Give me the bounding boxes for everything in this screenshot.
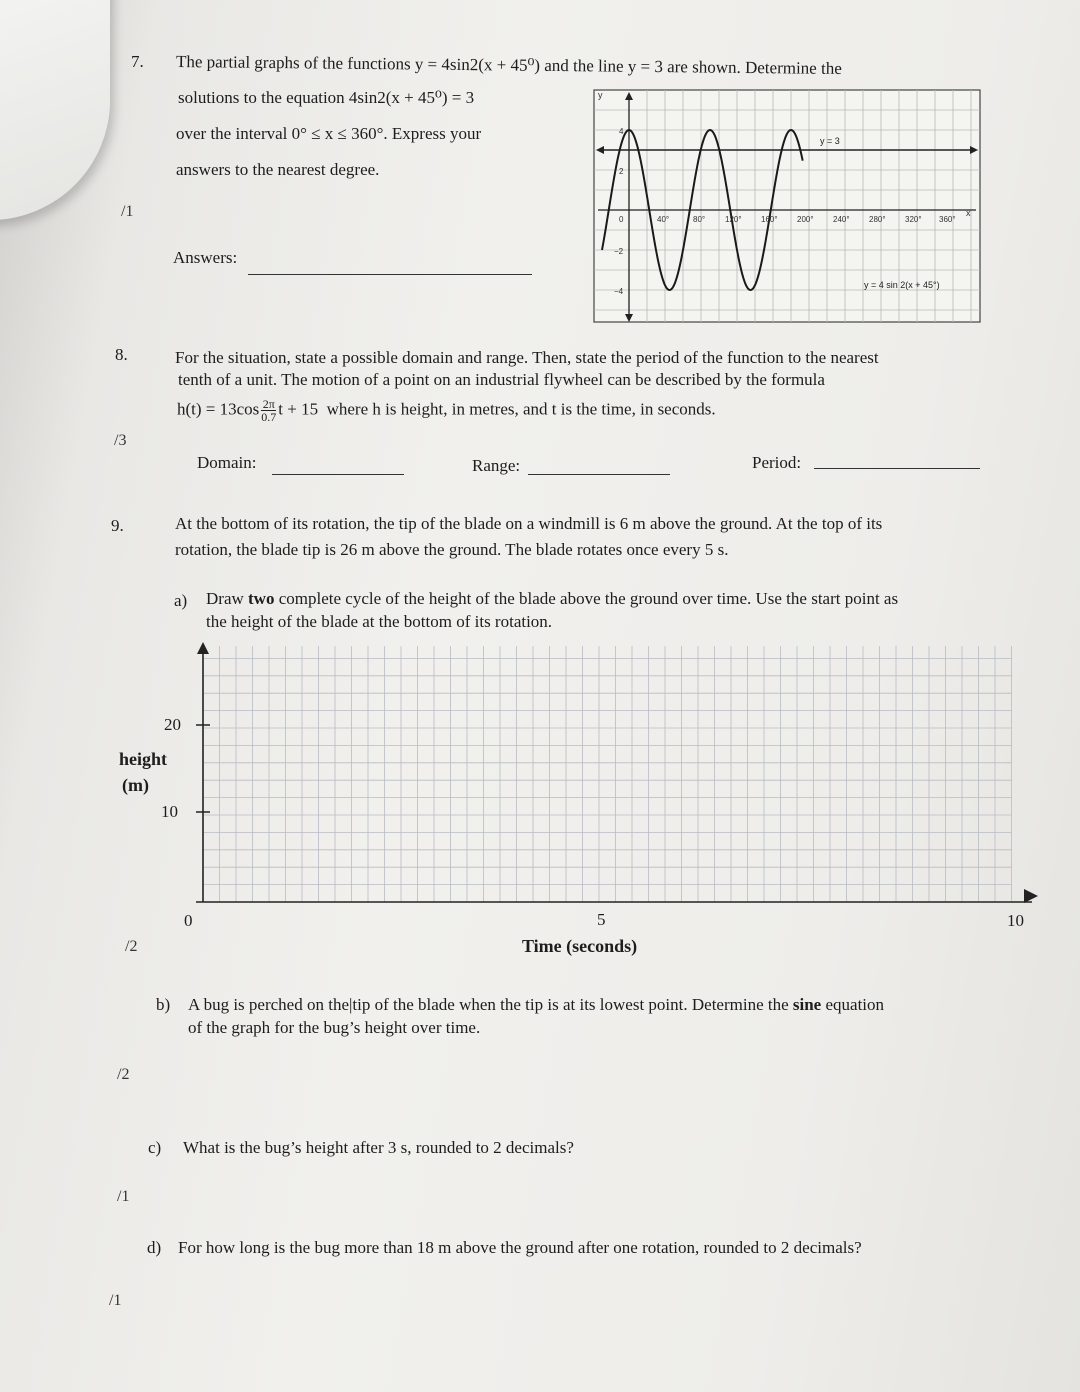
q7-x-tick: 160°	[761, 215, 778, 224]
q9a-text-post: complete cycle of the height of the blade above the ground over time. Use the start point as	[274, 589, 899, 608]
q9-x-tick-10: 10	[1007, 911, 1024, 930]
q8-fraction-denominator: 0.7	[261, 410, 277, 424]
q7-x-axis-label: x	[966, 208, 971, 218]
q7-y-tick-neg4: −4	[614, 287, 624, 296]
q9b-text-line2: of the graph for the bug’s height over time.	[188, 1018, 481, 1037]
q9-y-tick-20: 20	[164, 715, 181, 734]
q9d-marks: /1	[109, 1292, 122, 1309]
q8-formula-left: h(t) = 13cos	[177, 399, 260, 419]
q9b-text-post: equation	[821, 995, 885, 1014]
q7-y-axis-label: y	[598, 90, 603, 100]
q9d-text: For how long is the bug more than 18 m above the ground after one rotation, rounded to 2 decimals?	[178, 1238, 862, 1257]
q7-answers-label: Answers:	[173, 248, 238, 267]
q8-number: 8.	[115, 345, 128, 364]
q7-x-ticks	[657, 215, 956, 224]
q8-formula-fraction	[261, 398, 276, 423]
q7-line-label: y = 3	[820, 136, 840, 146]
q9-number: 9.	[111, 516, 124, 535]
q9-text-line2: rotation, the blade tip is 26 m above the ground. The blade rotates once every 5 s.	[175, 540, 729, 559]
q9-y-label-unit: (m)	[122, 775, 149, 795]
q7-x-tick: 240°	[833, 215, 850, 224]
q7-marks: /1	[121, 203, 134, 220]
q9a-text-line2: the height of the blade at the bottom of its rotation.	[206, 612, 553, 631]
q7-answer-field[interactable]	[248, 258, 532, 275]
q8-domain-label: Domain:	[197, 453, 257, 472]
q7-x-tick: 280°	[869, 215, 886, 224]
q8-range-field[interactable]	[528, 460, 670, 475]
q7-text-line4: answers to the nearest degree.	[176, 160, 380, 179]
q7-sine-graph	[592, 88, 984, 326]
q9-text-line1: At the bottom of its rotation, the tip of the blade on a windmill is 6 m above the ground. At the top of its	[175, 514, 883, 533]
q9c-label: c)	[148, 1138, 162, 1157]
q9a-label: a)	[174, 591, 188, 610]
q9a-text-bold: two	[248, 589, 275, 608]
q8-formula-tail: where h is height, in metres, and t is the time, in seconds.	[326, 399, 716, 419]
q7-curve-label: y = 4 sin 2(x + 45°)	[864, 280, 940, 290]
q7-y-tick-0: 0	[619, 215, 624, 224]
q9b-text-bold: sine	[792, 995, 822, 1014]
q7-y-tick-neg2: −2	[614, 247, 624, 256]
q9b-text-line1	[188, 995, 884, 1015]
q9b-label: b)	[156, 995, 171, 1014]
q7-x-tick: 200°	[797, 215, 814, 224]
q7-text-line1: The partial graphs of the functions y = 4sin2(x + 45⁰) and the line y = 3 are shown. Determine the	[175, 52, 842, 78]
q8-fraction-numerator: 2π	[262, 397, 275, 411]
q7-y-tick-4: 4	[619, 127, 624, 136]
q7-x-tick: 40°	[657, 215, 670, 224]
q9-x-arrow	[1024, 889, 1038, 903]
q8-marks: /3	[114, 432, 127, 449]
q9-x-tick-0: 0	[184, 911, 193, 930]
q7-text-line2: solutions to the equation 4sin2(x + 45⁰) = 3	[178, 88, 475, 107]
curled-page-corner	[0, 0, 110, 220]
q8-formula-right: t + 15	[278, 399, 319, 419]
q9a-text-pre: Draw	[206, 589, 249, 608]
q7-text-line3: over the interval 0° ≤ x ≤ 360°. Express your	[176, 124, 482, 143]
q7-x-tick: 320°	[905, 215, 922, 224]
q8-text-line1: For the situation, state a possible domain and range. Then, state the period of the function to the nearest	[175, 348, 879, 367]
q9-y-label-height: height	[119, 749, 168, 769]
q9-y-tick-10: 10	[161, 802, 178, 821]
q8-period-field[interactable]	[814, 454, 980, 469]
q8-period-label: Period:	[752, 453, 802, 472]
q9a-marks: /2	[125, 938, 138, 955]
q9-y-arrow	[197, 642, 209, 654]
q7-y-tick-2: 2	[619, 167, 624, 176]
q9c-text: What is the bug’s height after 3 s, rounded to 2 decimals?	[183, 1138, 574, 1157]
q7-x-tick: 360°	[939, 215, 956, 224]
q8-text-line2: tenth of a unit. The motion of a point on an industrial flywheel can be described by the formula	[178, 370, 825, 389]
q9b-marks: /2	[117, 1066, 130, 1083]
q9-height-graph[interactable]	[186, 636, 1046, 916]
q9d-label: d)	[147, 1238, 162, 1257]
q9b-text-pre: A bug is perched on the|tip of the blade when the tip is at its lowest point. Determine the	[188, 995, 793, 1014]
q7-number: 7.	[131, 52, 144, 71]
q9-x-label: Time (seconds)	[522, 936, 638, 956]
q9a-text-line1	[206, 589, 898, 609]
q8-formula	[177, 398, 716, 423]
q7-x-tick: 120°	[725, 215, 742, 224]
q9-x-tick-5: 5	[597, 910, 606, 929]
q8-range-label: Range:	[472, 456, 521, 475]
q9c-marks: /1	[117, 1188, 130, 1205]
q8-domain-field[interactable]	[272, 460, 404, 475]
q9-graph-grid	[203, 646, 1012, 902]
q7-x-tick: 80°	[693, 215, 706, 224]
